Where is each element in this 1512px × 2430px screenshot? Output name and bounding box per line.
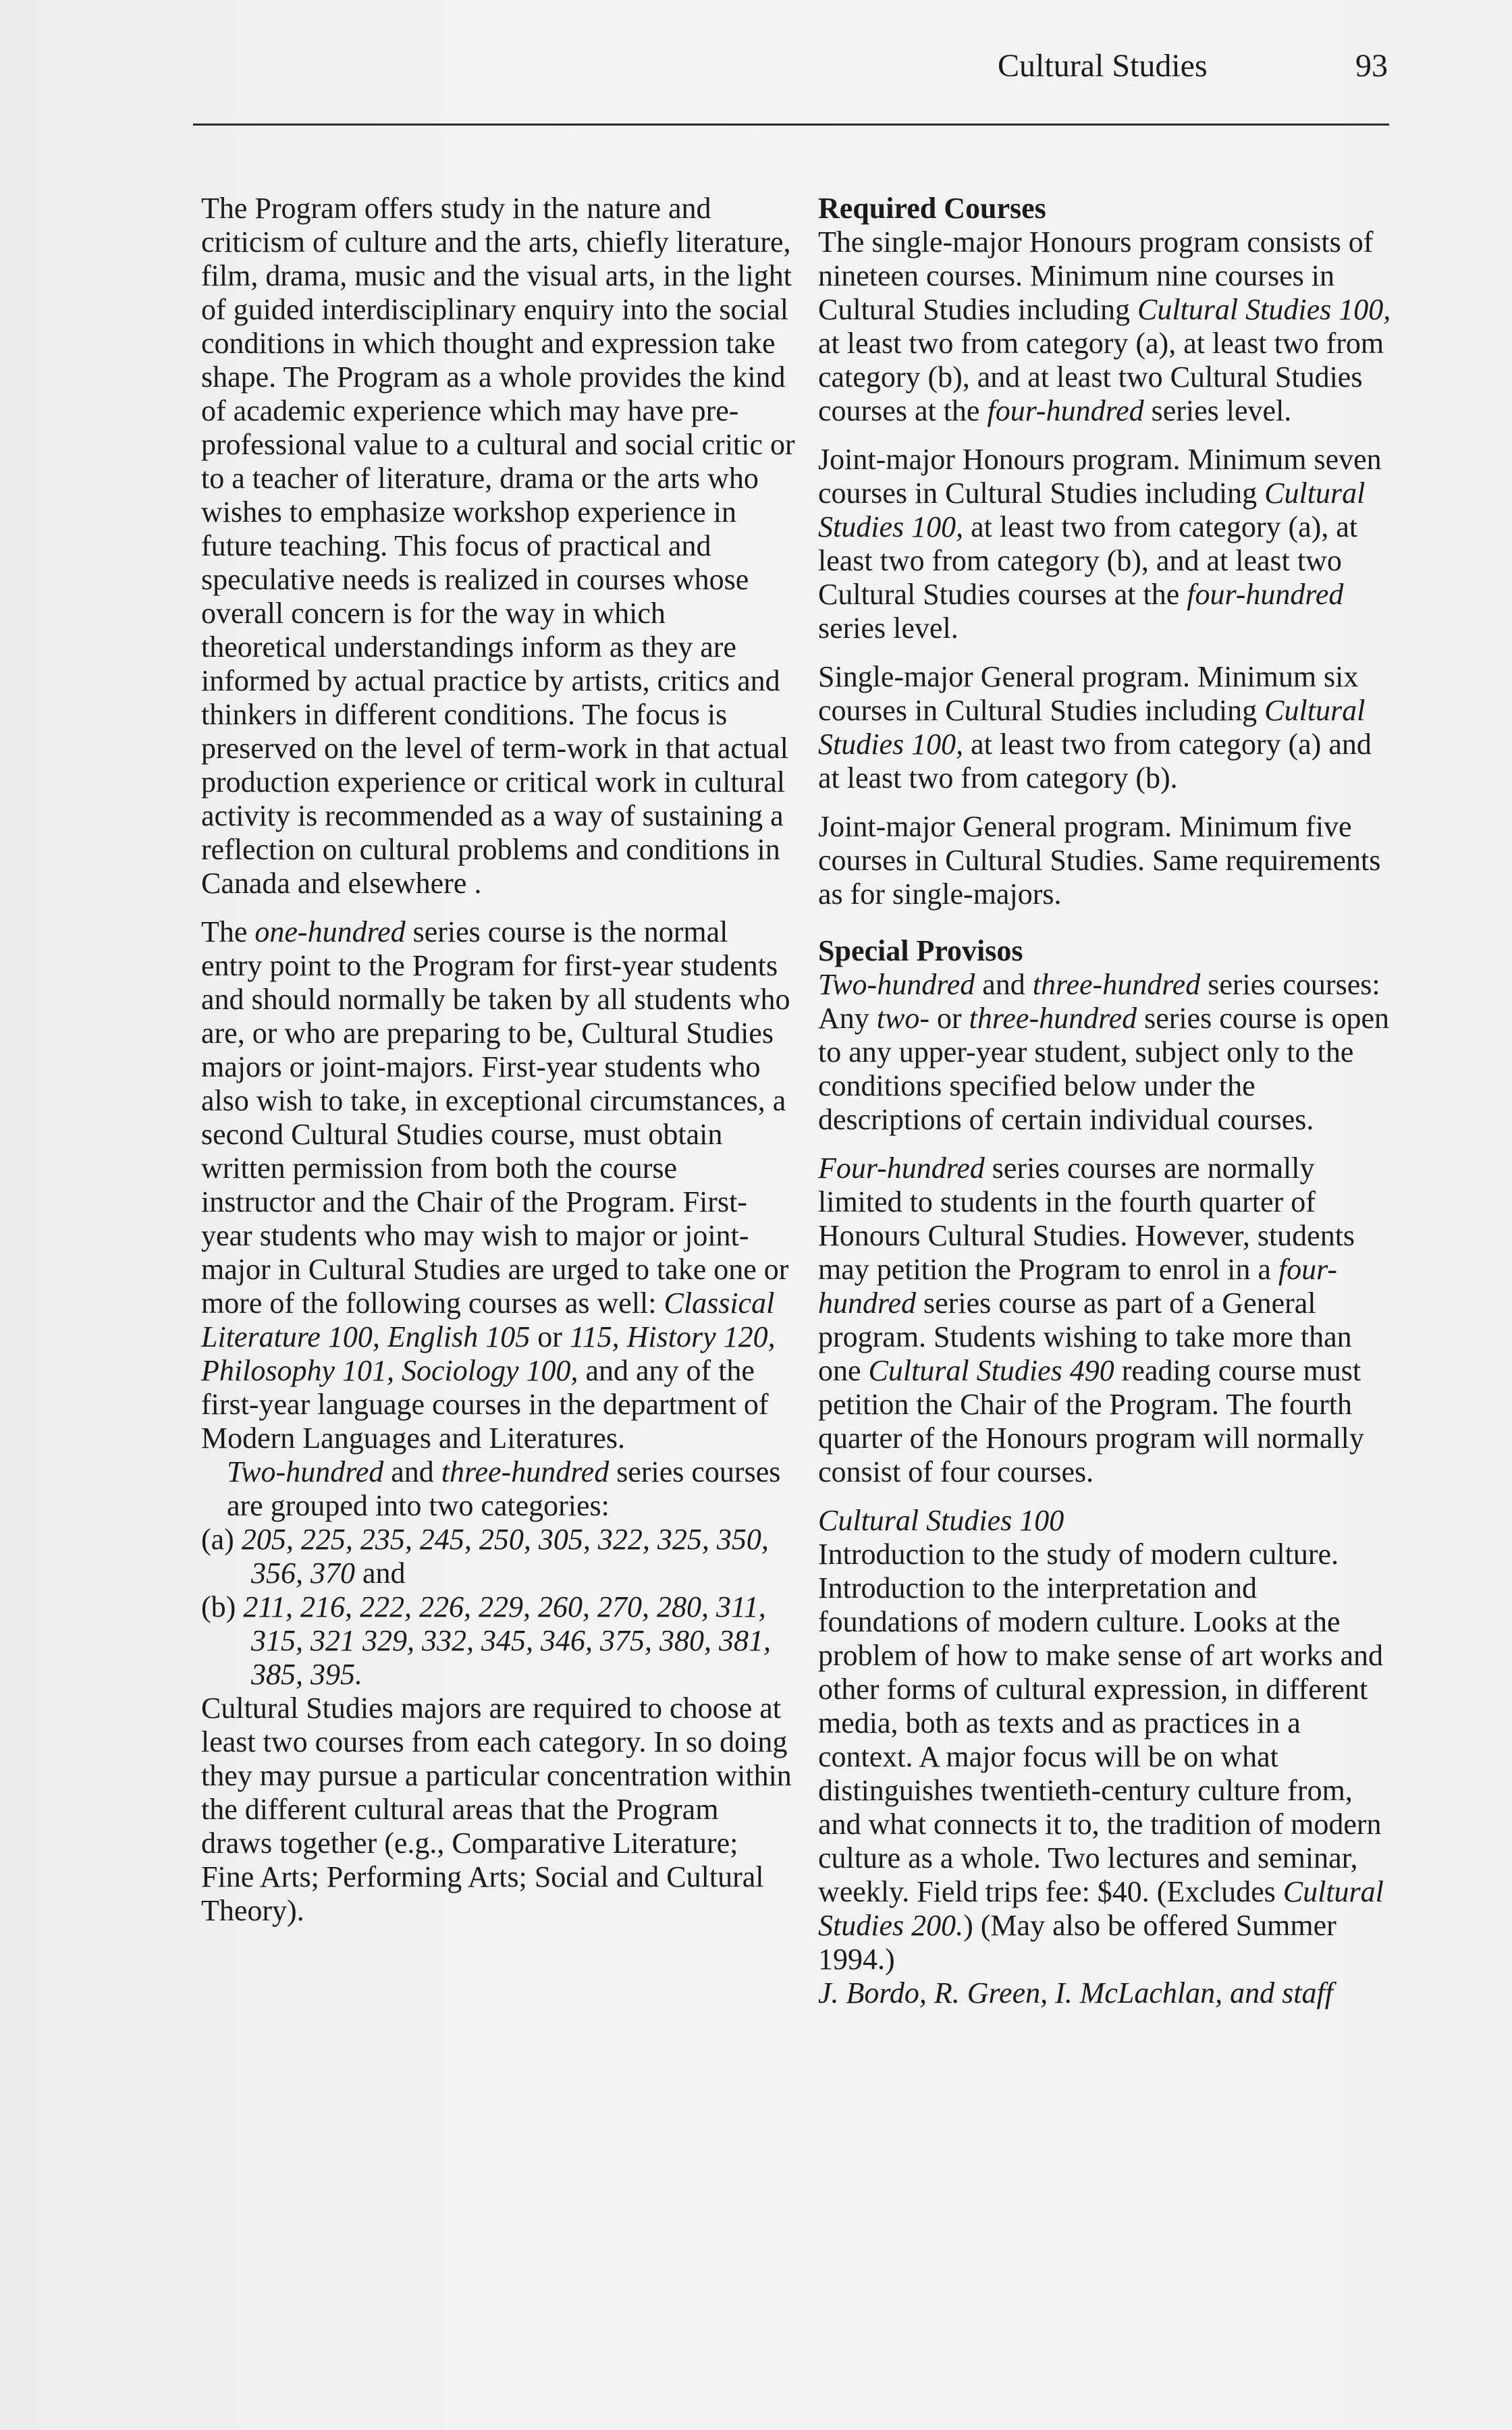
running-header [998,39,1388,93]
proviso-four-hundred: Four-hundred series courses are normally limited to students in the fourth quarter of Honours Cultural Studies. However, students may petition the Program to enrol in a four-hundred series course as part of a General program. Students wishing to take more than one Cultural Studies 490 reading course must petition the Chair of the Program. The fourth quarter of the Honours program will normally consist of four courses. [818,1152,1364,1488]
course-title: Cultural Studies 100 [818,1504,1064,1537]
category-a-list: (a) 205, 225, 235, 245, 250, 305, 322, 325, 350, 356, 370 and [201,1523,769,1590]
closing-paragraph: Cultural Studies majors are required to choose at least two courses from each category. In so doing they may pursue a particular concentration within the different cultural areas that the Program draws together (e.g., Comparative Literature; Fine Arts; Performing Arts; Social and Cultural Theory). [201,1692,792,1927]
special-provisos-heading: Special Provisos [818,934,1023,967]
one-hundred-paragraph: The one-hundred series course is the normal entry point to the Program for first-year students and should normally be taken by all students who are, or who are preparing to be, Cultural Studies majors or joint-majors. First-year students who also wish to take, in exceptional circumstances, a second Cultural Studies course, must obtain written permission from both the course instructor and the Chair of the Program. First-year students who may wish to major or joint-major in Cultural Studies are urged to take one or more of the following courses as well: Classical Literature 100, English 105 or 115, History 120, Philosophy 101, Sociology 100, and any of the first-year language courses in the department of Modern Languages and Literatures. [201,915,790,1455]
left-column [201,192,795,1943]
section-title: Cultural Studies [998,48,1208,84]
course-instructors: J. Bordo, R. Green, I. McLachlan, and staff [818,1976,1333,2009]
category-b-list: (b) 211, 216, 222, 226, 229, 260, 270, 280, 311, 315, 321 329, 332, 345, 346, 375, 380, 381, 385, 395. [201,1590,771,1691]
single-major-honours: The single-major Honours program consists of nineteen courses. Minimum nine courses in Cultural Studies including Cultural Studies 100, at least two from category (a), at least two from category (b), and at least two Cultural Studies courses at the four-hundred series level. [818,225,1391,427]
header-rule [193,124,1389,126]
right-column [818,192,1399,2025]
single-major-general: Single-major General program. Minimum six courses in Cultural Studies including Cultural Studies 100, at least two from category (a) and at least two from category (b). [818,660,1372,794]
course-description: Introduction to the study of modern culture. Introduction to the interpretation and foundations of modern culture. Looks at the problem of how to make sense of art works and other forms of cultural expression, in different media, both as texts and as practices in a context. A major focus will be on what distinguishes twentieth-century culture from, and what connects it to, the tradition of modern culture as a whole. Two lectures and seminar, weekly. Field trips fee: $40. (Excludes Cultural Studies 200.) (May also be offered Summer 1994.) [818,1538,1384,1976]
categories-paragraph: Two-hundred and three-hundred series courses are grouped into two categories: [227,1455,781,1522]
required-courses-heading: Required Courses [818,192,1046,225]
page-number: 93 [1355,48,1388,84]
intro-paragraph: The Program offers study in the nature and criticism of culture and the arts, chiefly literature, film, drama, music and the visual arts, in the light of guided interdisciplinary enquiry into the social conditions in which thought and expression take shape. The Program as a whole provides the kind of academic experience which may have pre-professional value to a cultural and social critic or to a teacher of literature, drama or the arts who wishes to emphasize workshop experience in future teaching. This focus of practical and speculative needs is realized in courses whose overall concern is for the way in which theoretical understandings inform as they are informed by actual practice by artists, critics and thinkers in different conditions. The focus is preserved on the level of term-work in that actual production experience or critical work in cultural activity is recommended as a way of sustaining a reflection on cultural problems and conditions in Canada and elsewhere . [201,192,795,900]
proviso-two-three-hundred: Two-hundred and three-hundred series courses: Any two- or three-hundred series course is open to any upper-year student, subject only to the conditions specified below under the descriptions of certain individual courses. [818,968,1390,1136]
joint-major-general: Joint-major General program. Minimum five courses in Cultural Studies. Same requirements as for single-majors. [818,810,1381,911]
joint-major-honours: Joint-major Honours program. Minimum seven courses in Cultural Studies including Cultural Studies 100, at least two from category (a), at least two from category (b), and at least two Cultural Studies courses at the four-hundred series level. [818,443,1382,645]
